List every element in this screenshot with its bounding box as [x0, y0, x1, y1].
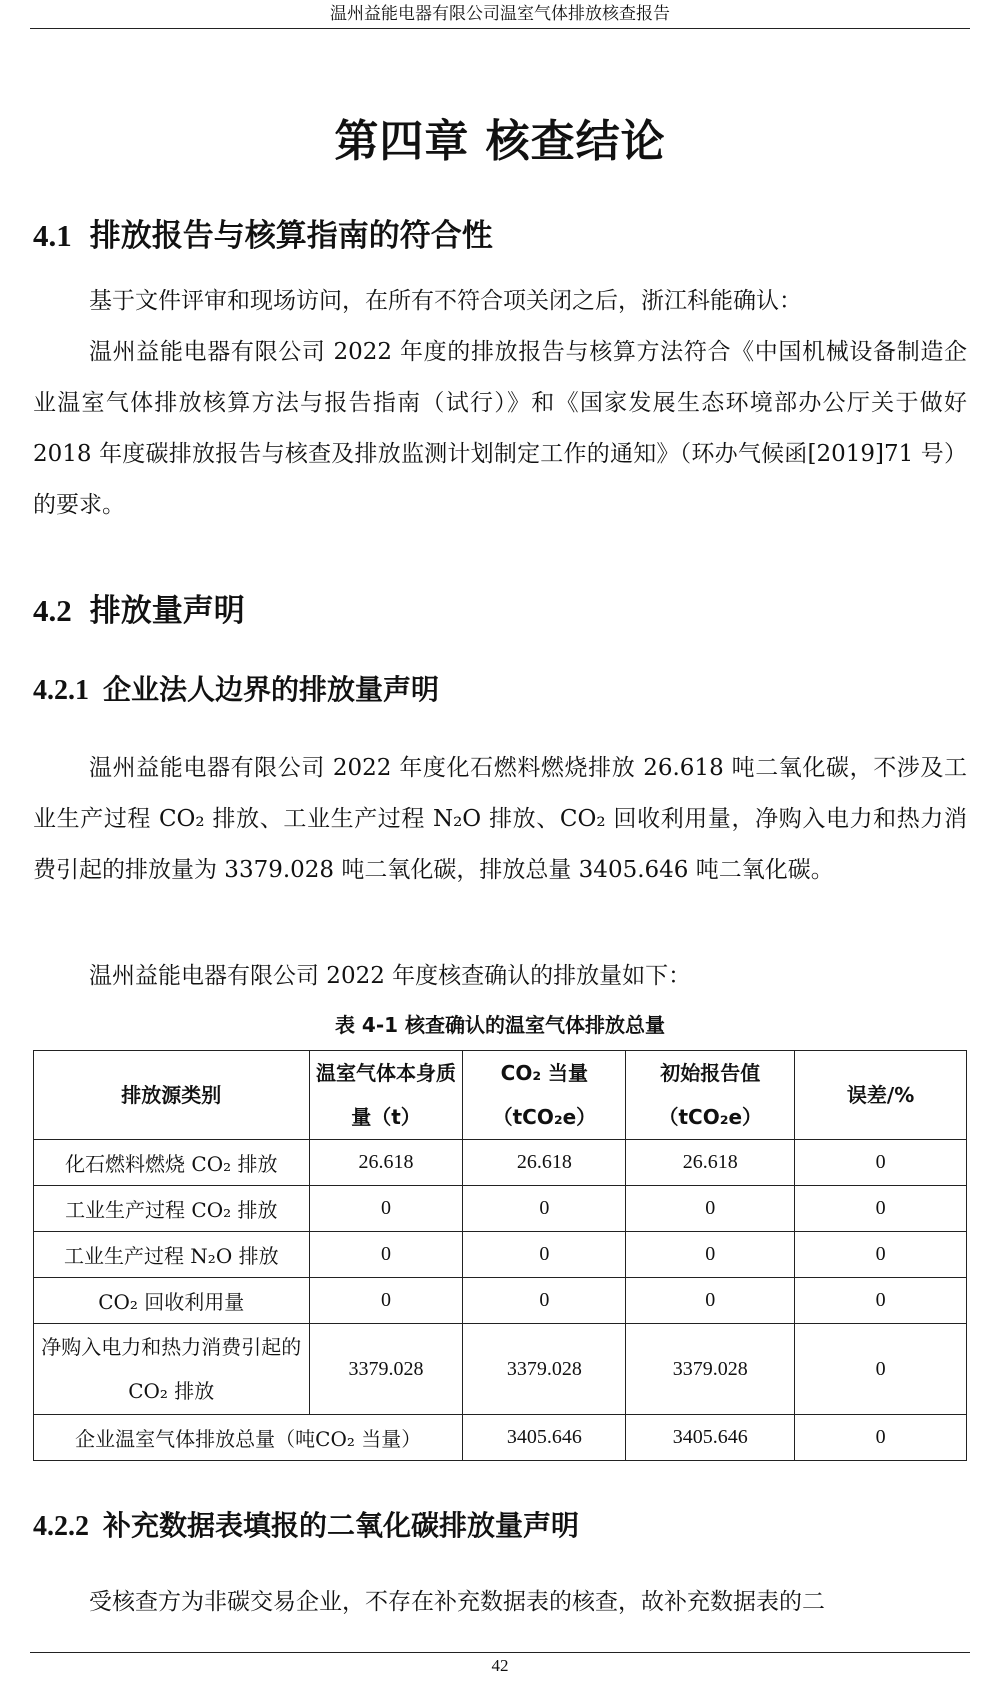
table-cell: 0 [795, 1232, 967, 1278]
row-label: 净购入电力和热力消费引起的 CO₂ 排放 [34, 1324, 310, 1415]
page-number: 42 [491, 1656, 509, 1675]
row-label: 化石燃料燃烧 CO₂ 排放 [34, 1140, 310, 1186]
subsection-number: 4.2.1 [33, 675, 89, 706]
row-label: CO₂ 回收利用量 [34, 1278, 310, 1324]
subsection-number: 4.2.2 [33, 1511, 89, 1542]
table-cell: 0 [463, 1232, 626, 1278]
subsection-heading-4-2-2 [33, 1504, 579, 1544]
table-cell: 3379.028 [626, 1324, 795, 1415]
table-row [34, 1232, 967, 1278]
table-cell: 0 [626, 1232, 795, 1278]
table-caption: 表 4-1 核查确认的温室气体排放总量 [334, 1013, 666, 1037]
table-header-row [34, 1051, 967, 1140]
subsection-heading-4-2-1 [33, 668, 439, 708]
table-cell: 0 [795, 1324, 967, 1415]
table-cell: 0 [795, 1278, 967, 1324]
table-cell: 3405.646 [626, 1415, 795, 1461]
column-header: 排放源类别 [34, 1051, 310, 1140]
paragraph: 基于文件评审和现场访问，在所有不符合项关闭之后，浙江科能确认： [89, 288, 802, 314]
table-cell: 0 [463, 1278, 626, 1324]
table-cell: 0 [795, 1140, 967, 1186]
table-cell: 0 [795, 1186, 967, 1232]
subsection-title: 补充数据表填报的二氧化碳排放量声明 [103, 1509, 580, 1542]
table-cell: 0 [463, 1186, 626, 1232]
paragraph: 温州益能电器有限公司 2022 年度核查确认的排放量如下： [89, 963, 692, 989]
paragraph: 受核查方为非碳交易企业，不存在补充数据表的核查，故补充数据表的二 [89, 1589, 825, 1615]
subsection-title: 企业法人边界的排放量声明 [103, 673, 440, 706]
table-cell: 26.618 [463, 1140, 626, 1186]
paragraph: 温州益能电器有限公司 2022 年度的排放报告与核算方法符合《中国机械设备制造企业温室气体排放核算方法与报告指南（试行）》和《国家发展生态环境部办公厅关于做好 2018 年度碳排放报告与核查及排放监测计划制定工作的通知》（环办气候函[2019]71 号）的要求。 [33, 339, 967, 518]
paragraph: 温州益能电器有限公司 2022 年度化石燃料燃烧排放 26.618 吨二氧化碳，不涉及工业生产过程 CO₂ 排放、工业生产过程 N₂O 排放、CO₂ 回收利用量，净购入电力和热力消费引起的排放量为 3379.028 吨二氧化碳，排放总量 3405.646 吨二氧化碳。 [33, 755, 967, 883]
table-cell: 0 [309, 1186, 463, 1232]
running-header: 温州益能电器有限公司温室气体排放核查报告 [30, 0, 970, 29]
footer-rule [30, 1652, 970, 1653]
table-cell: 26.618 [309, 1140, 463, 1186]
table-cell: 3379.028 [463, 1324, 626, 1415]
section-heading-4-2 [33, 585, 245, 630]
section-title: 排放量声明 [89, 593, 245, 629]
section-number: 4.2 [33, 593, 72, 628]
emissions-table [33, 1050, 967, 1461]
section-heading-4-1 [33, 210, 493, 255]
table-total-row [34, 1415, 967, 1461]
table-cell: 3379.028 [309, 1324, 463, 1415]
column-header: 误差/% [795, 1051, 967, 1140]
table-cell: 26.618 [626, 1140, 795, 1186]
table-cell: 0 [626, 1278, 795, 1324]
table-row [34, 1324, 967, 1415]
table-cell: 0 [626, 1186, 795, 1232]
row-label: 企业温室气体排放总量（吨CO₂ 当量） [34, 1415, 463, 1461]
chapter-title: 第四章 核查结论 [334, 116, 666, 167]
table-row [34, 1278, 967, 1324]
table-cell: 3405.646 [463, 1415, 626, 1461]
table-cell: 0 [309, 1278, 463, 1324]
table-row [34, 1140, 967, 1186]
row-label: 工业生产过程 CO₂ 排放 [34, 1186, 310, 1232]
column-header: 初始报告值（tCO₂e） [626, 1051, 795, 1140]
row-label: 工业生产过程 N₂O 排放 [34, 1232, 310, 1278]
section-number: 4.1 [33, 218, 72, 253]
column-header: 温室气体本身质量（t） [309, 1051, 463, 1140]
table-cell: 0 [795, 1415, 967, 1461]
section-title: 排放报告与核算指南的符合性 [89, 218, 493, 254]
table-cell: 0 [309, 1232, 463, 1278]
column-header: CO₂ 当量（tCO₂e） [463, 1051, 626, 1140]
table-row [34, 1186, 967, 1232]
